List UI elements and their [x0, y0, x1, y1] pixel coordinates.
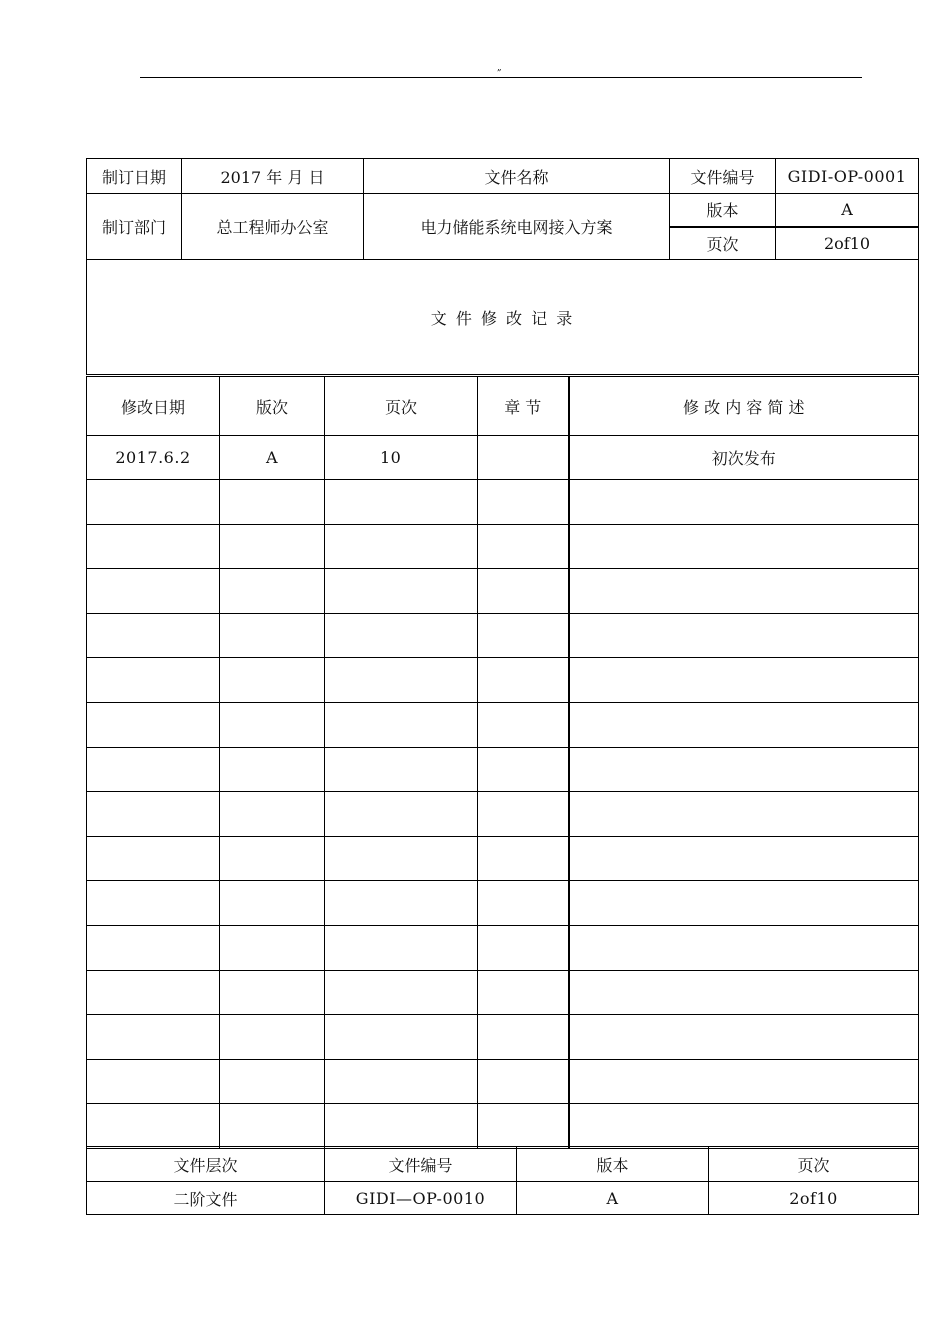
table-row: [87, 792, 919, 837]
date-value: 2017 年 月 日: [182, 159, 364, 194]
table-row: [87, 925, 919, 970]
empty-cell: [478, 1015, 569, 1060]
col-header-date: 修改日期: [87, 377, 220, 436]
empty-cell: [220, 881, 325, 926]
document-title: 电力储能系统电网接入方案: [364, 194, 670, 260]
table-row: [87, 613, 919, 658]
col-header-version: 版次: [220, 377, 325, 436]
empty-cell: [478, 881, 569, 926]
empty-cell: [220, 1059, 325, 1104]
empty-cell: [325, 925, 478, 970]
empty-cell: [569, 702, 919, 747]
footer-table: [86, 1146, 919, 1215]
empty-cell: [569, 524, 919, 569]
empty-cell: [569, 836, 919, 881]
empty-cell: [325, 524, 478, 569]
empty-cell: [478, 702, 569, 747]
empty-cell: [325, 1104, 478, 1149]
col-header-page: 页次: [325, 377, 478, 436]
empty-cell: [87, 613, 220, 658]
empty-cell: [87, 925, 220, 970]
empty-cell: [478, 613, 569, 658]
empty-cell: [87, 881, 220, 926]
empty-cell: [478, 925, 569, 970]
empty-cell: [87, 658, 220, 703]
empty-cell: [569, 792, 919, 837]
empty-cell: [87, 747, 220, 792]
empty-cell: [220, 702, 325, 747]
date-label: 制订日期: [87, 159, 182, 194]
version-label: 版本: [670, 194, 776, 227]
footer-version-value: A: [517, 1182, 709, 1215]
revision-header-row: [87, 377, 919, 436]
table-row: [87, 436, 919, 480]
empty-cell: [478, 792, 569, 837]
empty-cell: [478, 569, 569, 614]
table-row: [87, 480, 919, 525]
footer-page-value: 2of10: [709, 1182, 919, 1215]
table-row: [87, 836, 919, 881]
table-row: [87, 524, 919, 569]
table-row: [87, 1104, 919, 1149]
empty-cell: [325, 881, 478, 926]
header-rule: [140, 77, 862, 78]
empty-cell: [569, 1104, 919, 1149]
empty-cell: [87, 792, 220, 837]
table-row: [87, 702, 919, 747]
empty-cell: [569, 1015, 919, 1060]
document-info-table: [86, 158, 919, 375]
file-number-value: GIDI-OP-0001: [776, 159, 919, 194]
footer-level-label: 文件层次: [87, 1147, 325, 1182]
empty-cell: [569, 925, 919, 970]
footer-version-label: 版本: [517, 1147, 709, 1182]
empty-cell: [325, 702, 478, 747]
table-row: [87, 569, 919, 614]
empty-cell: [569, 881, 919, 926]
empty-cell: [325, 970, 478, 1015]
footer-page-label: 页次: [709, 1147, 919, 1182]
revision-record-title: 文 件 修 改 记 录: [87, 260, 919, 375]
col-header-description: 修 改 内 容 简 述: [569, 377, 919, 436]
empty-cell: [478, 970, 569, 1015]
empty-cell: [478, 836, 569, 881]
empty-cell: [325, 747, 478, 792]
table-row: [87, 1059, 919, 1104]
empty-cell: [220, 480, 325, 525]
table-row: [87, 747, 919, 792]
cell-date: 2017.6.2: [87, 436, 220, 480]
footer-number-label: 文件编号: [325, 1147, 517, 1182]
header-mark: „: [497, 63, 502, 73]
empty-cell: [325, 658, 478, 703]
empty-cell: [220, 524, 325, 569]
cell-page: 10: [325, 436, 478, 480]
empty-cell: [87, 1104, 220, 1149]
empty-cell: [87, 702, 220, 747]
empty-cell: [87, 970, 220, 1015]
table-row: [87, 658, 919, 703]
file-name-label: 文件名称: [364, 159, 670, 194]
empty-cell: [569, 1059, 919, 1104]
cell-section: [478, 436, 569, 480]
empty-cell: [220, 569, 325, 614]
dept-label: 制订部门: [87, 194, 182, 260]
empty-cell: [569, 970, 919, 1015]
empty-cell: [220, 658, 325, 703]
empty-cell: [478, 524, 569, 569]
col-header-section: 章 节: [478, 377, 569, 436]
empty-cell: [87, 480, 220, 525]
empty-cell: [478, 480, 569, 525]
empty-cell: [569, 569, 919, 614]
empty-cell: [325, 569, 478, 614]
empty-cell: [325, 613, 478, 658]
empty-cell: [325, 792, 478, 837]
footer-number-value: GIDI—OP-0010: [325, 1182, 517, 1215]
cell-version: A: [220, 436, 325, 480]
file-number-label: 文件编号: [670, 159, 776, 194]
empty-cell: [87, 836, 220, 881]
empty-cell: [325, 1015, 478, 1060]
empty-cell: [220, 925, 325, 970]
empty-cell: [87, 1059, 220, 1104]
empty-cell: [220, 792, 325, 837]
page-label: 页次: [670, 227, 776, 260]
revision-record-table: [86, 376, 919, 1149]
table-row: [87, 881, 919, 926]
dept-value: 总工程师办公室: [182, 194, 364, 260]
page-value: 2of10: [776, 227, 919, 260]
table-row: [87, 1015, 919, 1060]
empty-cell: [478, 1059, 569, 1104]
empty-cell: [87, 569, 220, 614]
empty-cell: [220, 1104, 325, 1149]
empty-cell: [569, 613, 919, 658]
empty-cell: [569, 480, 919, 525]
empty-cell: [220, 613, 325, 658]
empty-cell: [478, 658, 569, 703]
empty-cell: [325, 1059, 478, 1104]
cell-description: 初次发布: [569, 436, 919, 480]
footer-level-value: 二阶文件: [87, 1182, 325, 1215]
empty-cell: [87, 524, 220, 569]
empty-cell: [478, 1104, 569, 1149]
version-value: A: [776, 194, 919, 227]
empty-cell: [220, 1015, 325, 1060]
empty-cell: [220, 747, 325, 792]
empty-cell: [87, 1015, 220, 1060]
empty-cell: [325, 480, 478, 525]
empty-cell: [569, 658, 919, 703]
empty-cell: [325, 836, 478, 881]
empty-cell: [478, 747, 569, 792]
empty-cell: [220, 836, 325, 881]
empty-cell: [220, 970, 325, 1015]
empty-cell: [569, 747, 919, 792]
table-row: [87, 970, 919, 1015]
